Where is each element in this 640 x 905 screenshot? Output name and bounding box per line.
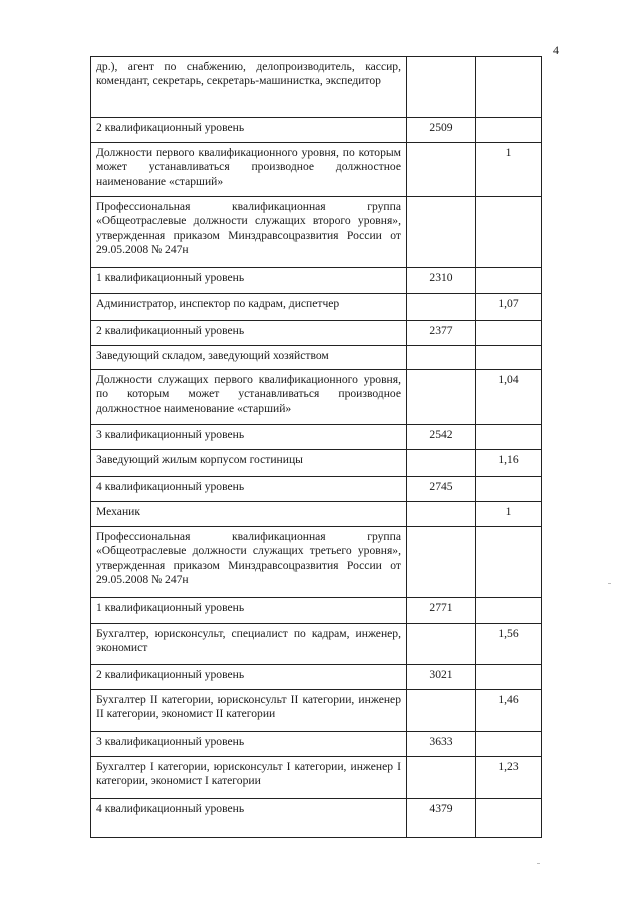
table-row bbox=[91, 502, 542, 527]
position-cell: др.), агент по снабжению, делопроизводитель, кассир, комендант, секретарь, секретарь-машинистка, экспедитор bbox=[91, 57, 407, 118]
position-cell: Профессиональная квалификационная группа «Общеотраслевые должности служащих второго уровня», утвержденная приказом Минздравсоцразвития России от 29.05.2008 № 247н bbox=[91, 197, 407, 268]
coefficient-cell: 1,23 bbox=[476, 757, 542, 799]
salary-cell bbox=[407, 450, 476, 477]
coefficient-cell bbox=[476, 477, 542, 502]
salary-cell bbox=[407, 527, 476, 598]
position-cell: Заведующий складом, заведующий хозяйством bbox=[91, 346, 407, 370]
position-cell: 2 квалификационный уровень bbox=[91, 665, 407, 690]
scan-speck bbox=[537, 863, 540, 864]
position-cell: Должности служащих первого квалификационного уровня, по которым может устанавливаться производное должностное наименование «старший» bbox=[91, 370, 407, 425]
table-row bbox=[91, 690, 542, 732]
table-row bbox=[91, 757, 542, 799]
salary-cell bbox=[407, 197, 476, 268]
page-number: 4 bbox=[553, 43, 559, 57]
table-row bbox=[91, 197, 542, 268]
salary-cell bbox=[407, 757, 476, 799]
salary-cell bbox=[407, 624, 476, 665]
salary-cell: 2745 bbox=[407, 477, 476, 502]
coefficient-cell bbox=[476, 321, 542, 346]
table-row bbox=[91, 477, 542, 502]
position-cell: Профессиональная квалификационная группа «Общеотраслевые должности служащих третьего уровня», утвержденная приказом Минздравсоцразвития России от 29.05.2008 № 247н bbox=[91, 527, 407, 598]
salary-cell bbox=[407, 294, 476, 321]
table-row bbox=[91, 799, 542, 838]
table-row bbox=[91, 598, 542, 624]
salary-cell bbox=[407, 57, 476, 118]
scan-speck bbox=[608, 583, 611, 584]
coefficient-cell bbox=[476, 118, 542, 143]
table-row bbox=[91, 321, 542, 346]
salary-cell: 4379 bbox=[407, 799, 476, 838]
salary-cell: 3633 bbox=[407, 732, 476, 757]
qualification-table bbox=[90, 56, 542, 838]
salary-cell: 2310 bbox=[407, 268, 476, 294]
coefficient-cell bbox=[476, 598, 542, 624]
salary-cell: 2542 bbox=[407, 425, 476, 450]
position-cell: 3 квалификационный уровень bbox=[91, 732, 407, 757]
salary-cell: 2377 bbox=[407, 321, 476, 346]
position-cell: Заведующий жилым корпусом гостиницы bbox=[91, 450, 407, 477]
position-cell: 2 квалификационный уровень bbox=[91, 321, 407, 346]
coefficient-cell bbox=[476, 665, 542, 690]
coefficient-cell: 1 bbox=[476, 502, 542, 527]
coefficient-cell: 1,16 bbox=[476, 450, 542, 477]
salary-cell bbox=[407, 346, 476, 370]
table-row bbox=[91, 294, 542, 321]
coefficient-cell bbox=[476, 425, 542, 450]
salary-cell: 2509 bbox=[407, 118, 476, 143]
table-row bbox=[91, 732, 542, 757]
position-cell: Бухгалтер I категории, юрисконсульт I категории, инженер I категории, экономист I категории bbox=[91, 757, 407, 799]
coefficient-cell: 1,04 bbox=[476, 370, 542, 425]
salary-cell: 2771 bbox=[407, 598, 476, 624]
coefficient-cell: 1,46 bbox=[476, 690, 542, 732]
position-cell: Механик bbox=[91, 502, 407, 527]
salary-cell bbox=[407, 370, 476, 425]
position-cell: Должности первого квалификационного уровня, по которым может устанавливаться производное должностное наименование «старший» bbox=[91, 143, 407, 197]
table-row bbox=[91, 118, 542, 143]
position-cell: Бухгалтер II категории, юрисконсульт II категории, инженер II категории, экономист II категории bbox=[91, 690, 407, 732]
coefficient-cell bbox=[476, 527, 542, 598]
position-cell: Администратор, инспектор по кадрам, диспетчер bbox=[91, 294, 407, 321]
salary-cell bbox=[407, 690, 476, 732]
coefficient-cell bbox=[476, 732, 542, 757]
table-row bbox=[91, 624, 542, 665]
position-cell: 4 квалификационный уровень bbox=[91, 477, 407, 502]
coefficient-cell bbox=[476, 57, 542, 118]
coefficient-cell: 1,07 bbox=[476, 294, 542, 321]
table-row bbox=[91, 527, 542, 598]
table-row bbox=[91, 665, 542, 690]
position-cell: 4 квалификационный уровень bbox=[91, 799, 407, 838]
table-row bbox=[91, 346, 542, 370]
salary-cell: 3021 bbox=[407, 665, 476, 690]
coefficient-cell: 1 bbox=[476, 143, 542, 197]
position-cell: 2 квалификационный уровень bbox=[91, 118, 407, 143]
table-row bbox=[91, 370, 542, 425]
coefficient-cell bbox=[476, 799, 542, 838]
table-row bbox=[91, 450, 542, 477]
coefficient-cell bbox=[476, 346, 542, 370]
position-cell: 3 квалификационный уровень bbox=[91, 425, 407, 450]
salary-cell bbox=[407, 143, 476, 197]
coefficient-cell: 1,56 bbox=[476, 624, 542, 665]
coefficient-cell bbox=[476, 268, 542, 294]
coefficient-cell bbox=[476, 197, 542, 268]
table-row bbox=[91, 268, 542, 294]
table-row bbox=[91, 143, 542, 197]
salary-cell bbox=[407, 502, 476, 527]
table-row bbox=[91, 57, 542, 118]
position-cell: 1 квалификационный уровень bbox=[91, 598, 407, 624]
table-row bbox=[91, 425, 542, 450]
position-cell: Бухгалтер, юрисконсульт, специалист по кадрам, инженер, экономист bbox=[91, 624, 407, 665]
position-cell: 1 квалификационный уровень bbox=[91, 268, 407, 294]
